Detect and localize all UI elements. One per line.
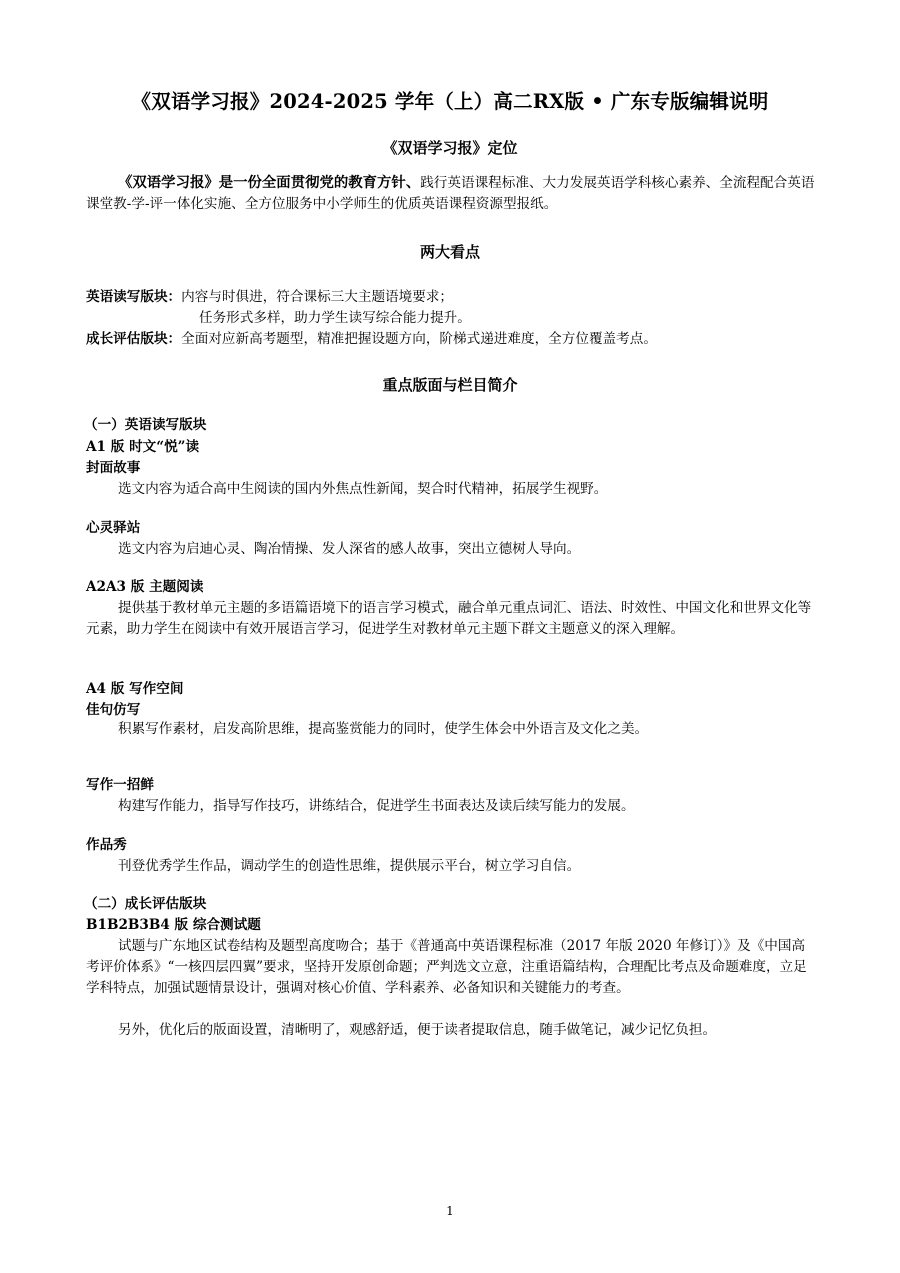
works-show-text: 刊登优秀学生作品，调动学生的创造性思维，提供展示平台，树立学习自信。 (118, 858, 581, 874)
sentence-imitation-title: 佳句仿写 (86, 702, 141, 718)
extra-text: 另外，优化后的版面设置，清晰明了，观感舒适，便于读者提取信息，随手做笔记，减少记忆负担。 (118, 1022, 717, 1038)
positioning-paragraph (86, 172, 816, 215)
sections-heading: 重点版面与栏目简介 (382, 376, 518, 394)
works-show-title: 作品秀 (86, 837, 127, 853)
highlight-growth-label: 成长评估版块： (86, 331, 182, 347)
positioning-rest: 践行英语课程标准、大力发展英语学科核心素养、全流程配合英语课堂教-学-评一体化实施、全方位服务中小学师生的优质英语课程资源型报纸。 (86, 175, 815, 212)
b-text: 试题与广东地区试卷结构及题型高度吻合；基于《普通高中英语课程标准（2017 年版 2020 年修订）》及《中国高考评价体系》“一核四层四翼”要求，坚持开发原创命题；严判选文立意，注重语篇结构，合理配比考点及命题难度，立足学科特点，加强试题情景设计，强调对核心价值、学科素养、必备知识和关键能力的考查。 (86, 938, 807, 996)
highlight-growth-text: 全面对应新高考题型，精准把握设题方向，阶梯式递进难度，全方位覆盖考点。 (181, 331, 657, 347)
highlights-heading: 两大看点 (419, 243, 480, 261)
highlight-reading-label: 英语读写版块： (86, 289, 182, 305)
highlight-reading-text1: 内容与时俱进，符合课标三大主题语境要求； (181, 289, 454, 305)
highlight-reading-line1 (86, 287, 453, 308)
a1-heading: A1 版 时文“悦”读 (86, 439, 200, 455)
a4-heading: A4 版 写作空间 (86, 681, 184, 697)
soul-station-title: 心灵驿站 (86, 520, 141, 536)
highlight-reading-line2: 任务形式多样，助力学生读写综合能力提升。 (199, 310, 471, 326)
positioning-heading: 《双语学习报》定位 (382, 139, 518, 157)
soul-station-text: 选文内容为启迪心灵、陶冶情操、发人深省的感人故事，突出立德树人导向。 (118, 541, 581, 557)
a2a3-heading: A2A3 版 主题阅读 (86, 579, 204, 595)
a2a3-text: 提供基于教材单元主题的多语篇语境下的语言学习模式，融合单元重点词汇、语法、时效性、中国文化和世界文化等元素，助力学生在阅读中有效开展语言学习，促进学生对教材单元主题下群文主题意义的深入理解。 (86, 600, 812, 637)
positioning-lead: 《双语学习报》是一份全面贯彻党的教育方针、 (118, 174, 421, 191)
document-title: 《双语学习报》2024-2025 学年（上）高二RX版 • 广东专版编辑说明 (131, 90, 769, 113)
part2-heading: （二）成长评估版块 (84, 896, 207, 912)
page-number: 1 (446, 1204, 454, 1218)
writing-trick-text: 构建写作能力，指导写作技巧，讲练结合，促进学生书面表达及读后续写能力的发展。 (118, 798, 635, 814)
highlight-growth-line (86, 329, 657, 350)
b-heading: B1B2B3B4 版 综合测试题 (86, 917, 261, 933)
writing-trick-title: 写作一招鲜 (86, 777, 154, 793)
part1-heading: （一）英语读写版块 (84, 417, 207, 433)
cover-story-text: 选文内容为适合高中生阅读的国内外焦点性新闻，契合时代精神，拓展学生视野。 (118, 481, 608, 497)
cover-story-title: 封面故事 (86, 460, 141, 476)
sentence-imitation-text: 积累写作素材，启发高阶思维，提高鉴赏能力的同时，使学生体会中外语言及文化之美。 (118, 721, 649, 737)
